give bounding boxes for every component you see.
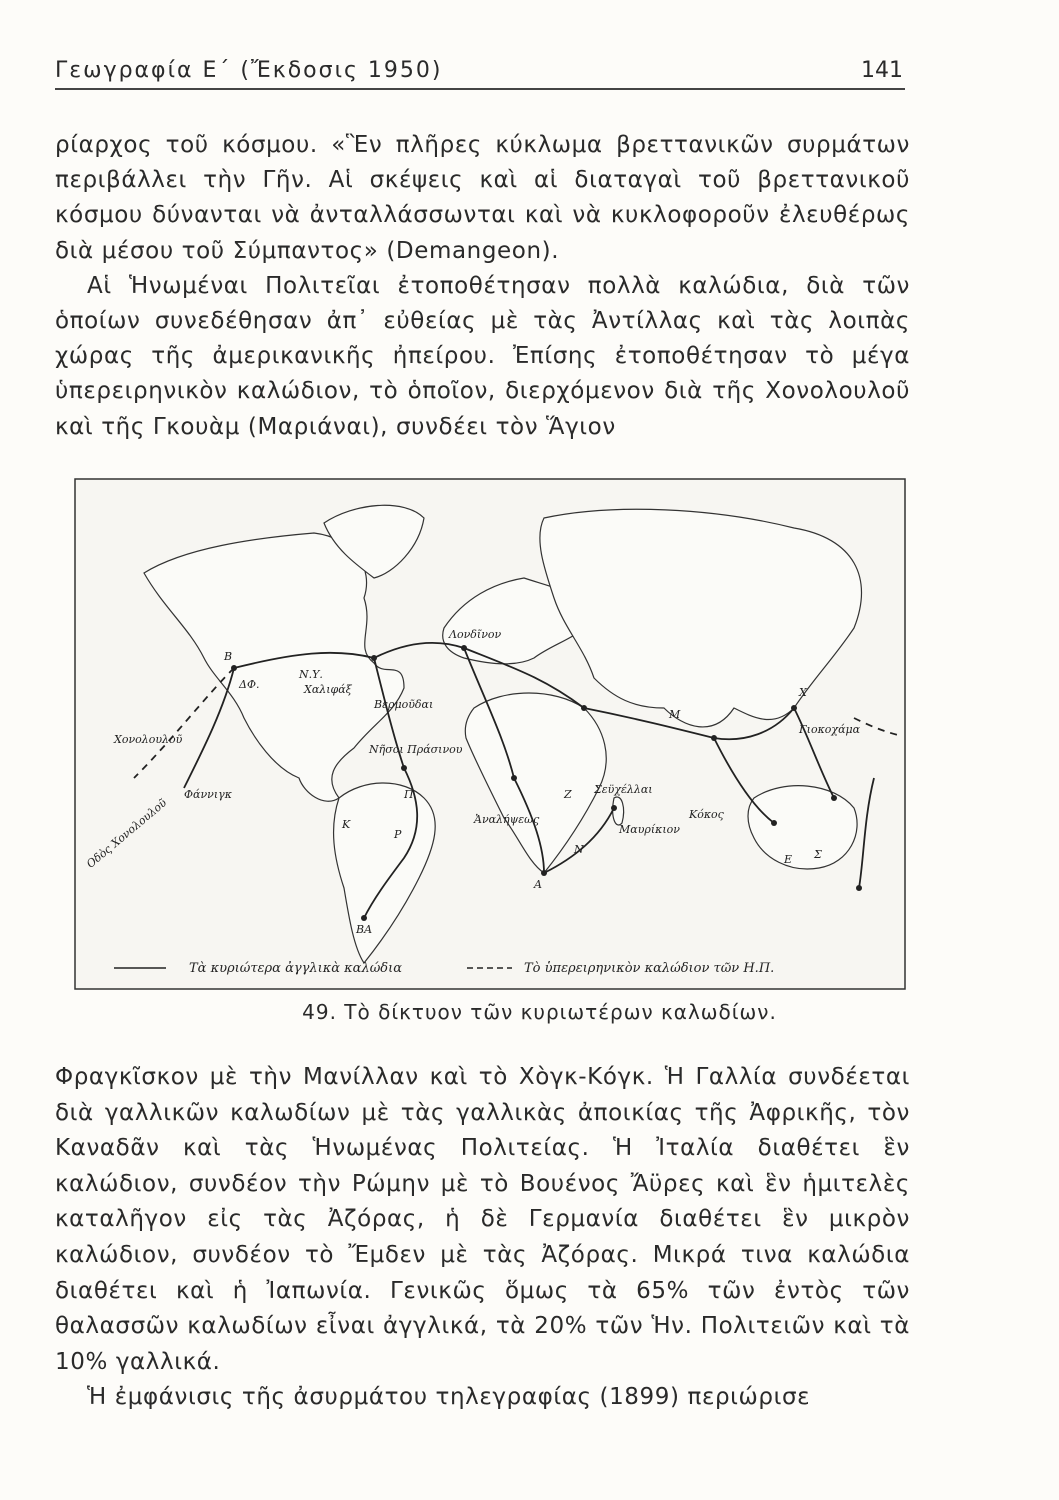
book-title: Γεωγραφία Ε΄ (Ἔκδοσις 1950) xyxy=(55,58,443,83)
label-honolulu-route: Οδὸς Χονολουλοῦ xyxy=(84,796,170,871)
label-cocos: Κόκος xyxy=(689,808,724,821)
label-DF: ΔΦ. xyxy=(239,678,260,691)
paragraph: ρίαρχος τοῦ κόσμου. «Ἓν πλῆρες κύκλωμα βρεττανικῶν συρμάτων περιβάλλει τὴν Γῆν. Αἱ σκέψεις καὶ αἱ διαταγαὶ τοῦ βρεττανικοῦ κόσμου δύνανται νὰ ἀνταλλάσσωνται καὶ νὰ κυκλοφοροῦν ἐλευθέρως διὰ μέσου τοῦ Σύμπαντος» (Demangeon). xyxy=(55,132,910,264)
label-BA: ΒΑ xyxy=(356,923,373,936)
page-number: 141 xyxy=(861,58,903,83)
label-Z: Ζ xyxy=(564,788,572,801)
label-seychelles: Σεϋχέλλαι xyxy=(594,783,653,796)
figure-caption: 49. Τὸ δίκτυον τῶν κυριωτέρων καλωδίων. xyxy=(302,1000,777,1024)
legend-dashed-label: Τὸ ὑπερειρηνικὸν καλώδιον τῶν Η.Π. xyxy=(524,961,775,976)
label-P2: Π xyxy=(404,788,414,801)
label-B: Β xyxy=(224,650,233,663)
label-mauritius: Μαυρίκιον xyxy=(619,823,680,836)
world-map-svg xyxy=(74,478,906,990)
label-antilles: Νῆσοι Πράσινου xyxy=(369,743,463,756)
paragraph: Αἱ Ἡνωμέναι Πολιτεῖαι ἐτοποθέτησαν πολλὰ καλώδια, διὰ τῶν ὁποίων συνεδέθησαν ἀπ᾿ εὐθείας μὲ τὰς Ἀντίλλας καὶ τὰς λοιπὰς χώρας τῆς ἀμερικανικῆς ἠπείρου. Ἐπίσης ἐτοποθέτησαν τὸ μέγα ὑπερειρηνικὸν καλώδιον, τὸ ὁποῖον, διερχόμενον διὰ τῆς Χονολουλοῦ καὶ τῆς Γκουὰμ (Μαριάναι), συνδέει τὸν Ἅγιον xyxy=(55,272,910,440)
label-halifax: Χαλιφάξ xyxy=(304,683,352,696)
label-yokohama: Γιοκοχάμα xyxy=(799,723,861,736)
label-M: Μ xyxy=(669,708,681,721)
label-S: Σ xyxy=(814,848,822,861)
label-N: Ν xyxy=(574,843,584,856)
label-P: Ρ xyxy=(394,828,402,841)
label-E: Ε xyxy=(784,853,793,866)
label-bermuda: Βερμοῦδαι xyxy=(374,698,434,711)
bottom-text-block xyxy=(55,1060,910,1416)
label-ny: Ν.Υ. xyxy=(299,668,323,681)
label-X: Χ xyxy=(799,686,807,699)
paragraph: Φραγκῖσκον μὲ τὴν Μανίλλαν καὶ τὸ Χὸγκ-Κόγκ. Ἡ Γαλλία συνδέεται διὰ γαλλικῶν καλωδίων μὲ τὰς γαλλικὰς ἀποικίας τῆς Ἀφρικῆς, τὸν Καναδᾶν καὶ τὰς Ἡνωμένας Πολιτείας. Ἡ Ἰταλία διαθέτει ἓν καλώδιον, συνδέον τὴν Ρώμην μὲ τὸ Βουένος Ἄϋρες καὶ ἓν ἡμιτελὲς καταλῆγον εἰς τὰς Ἀζόρας, ἡ δὲ Γερμανία διαθέτει ἓν μικρὸν καλώδιον, συνδέον τὸ Ἔμδεν μὲ τὰς Ἀζόρας. Μικρά τινα καλώδια διαθέτει καὶ ἡ Ἰαπωνία. Γενικῶς ὅμως τὰ 65% τῶν ἐντὸς τῶν θαλασσῶν καλωδίων εἶναι ἀγγλικά, τὰ 20% τῶν Ἡν. Πολιτειῶν καὶ τὰ 10% γαλλικά. xyxy=(55,1064,910,1375)
label-london: Λονδῖνον xyxy=(449,628,502,641)
label-A: Α xyxy=(534,878,542,891)
running-header xyxy=(55,52,905,90)
label-fanning: Φάννιγκ xyxy=(184,788,232,801)
legend-solid-label: Τὰ κυριώτερα ἀγγλικὰ καλώδια xyxy=(189,961,403,976)
top-text-block xyxy=(55,128,910,445)
label-ascension: Ἀναλήψεως xyxy=(474,813,540,826)
paragraph: Ἡ ἐμφάνισις τῆς ἀσυρμάτου τηλεγραφίας (1899) περιώρισε xyxy=(87,1384,811,1411)
label-honolulu: Χονολουλοῦ xyxy=(114,733,183,746)
cable-network-map xyxy=(74,478,906,990)
label-K: Κ xyxy=(342,818,351,831)
madagascar xyxy=(613,797,624,825)
